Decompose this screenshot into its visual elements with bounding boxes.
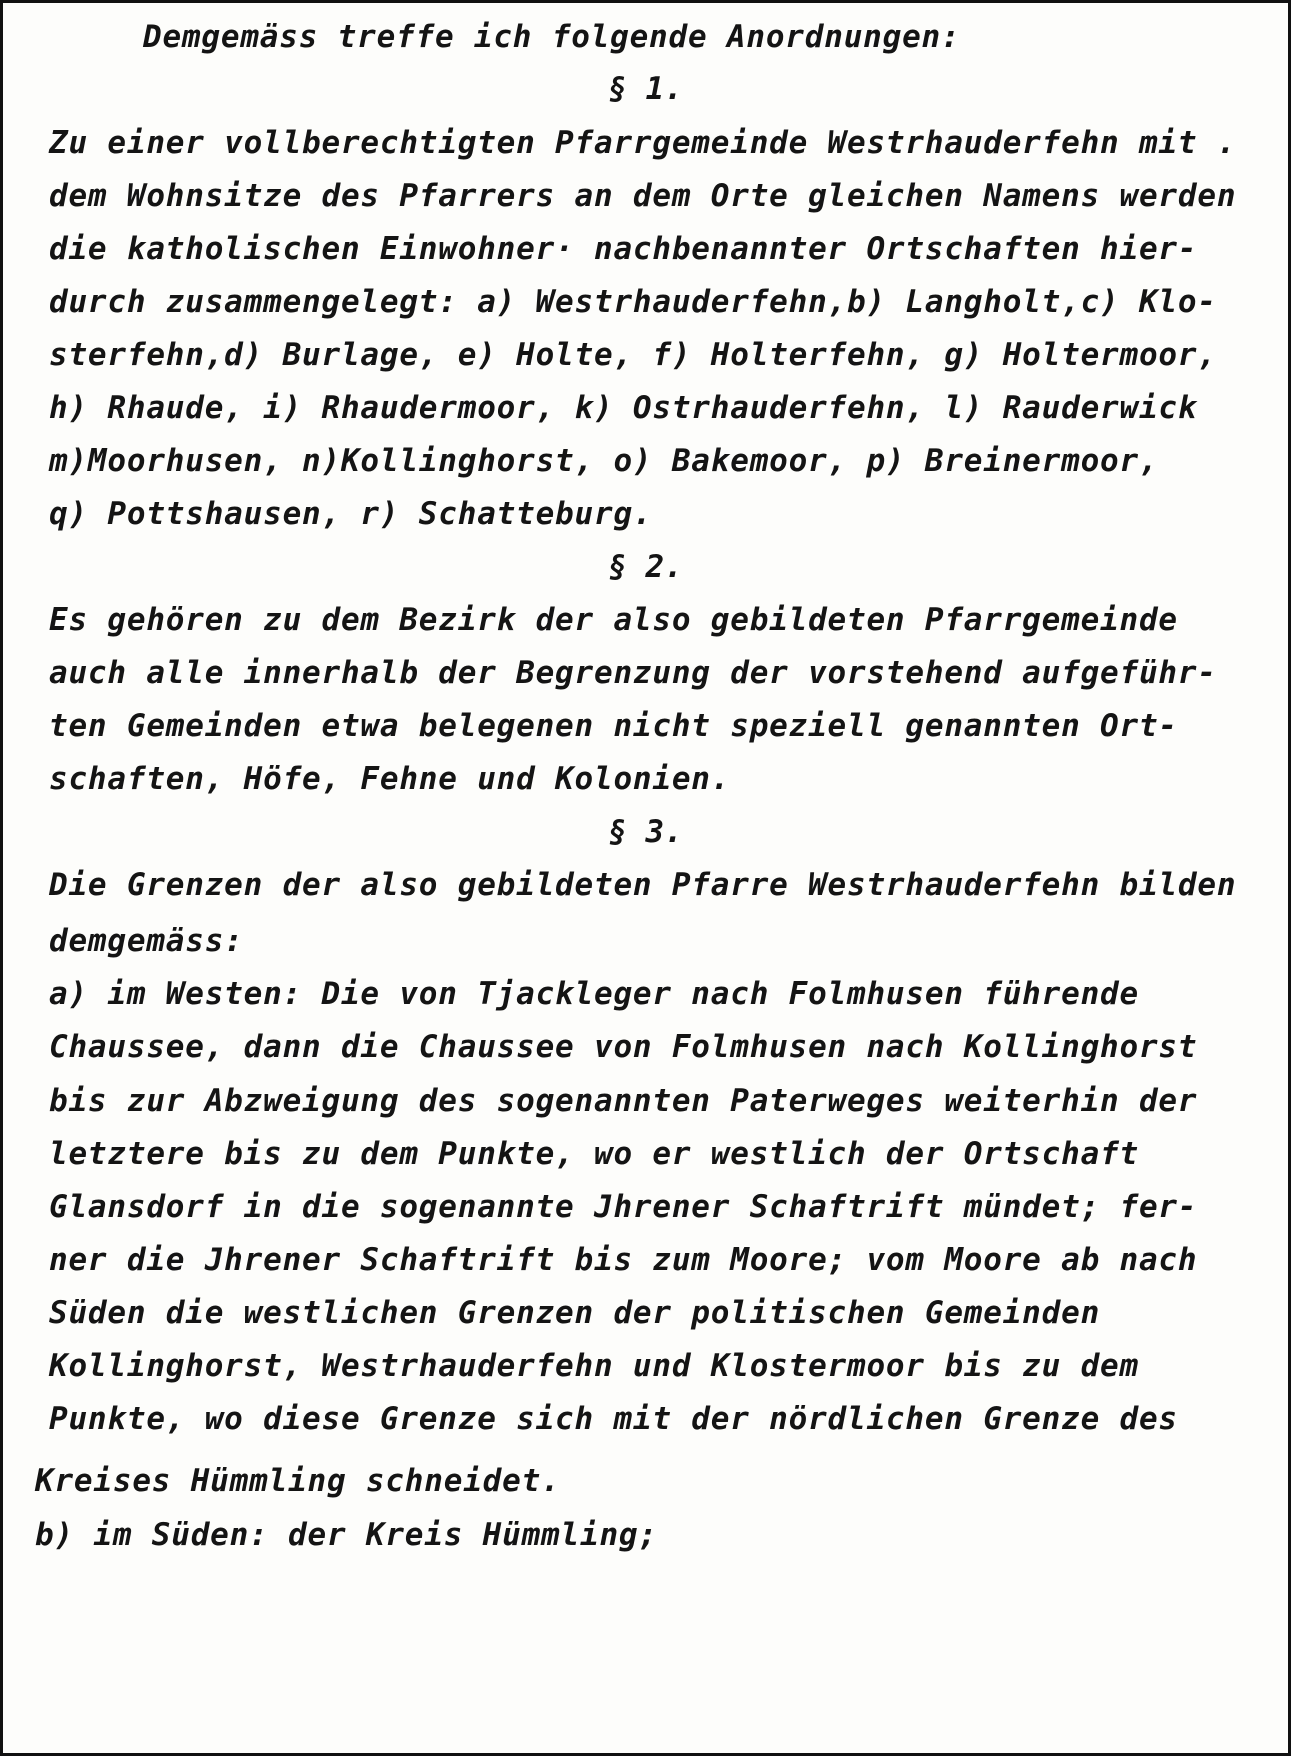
section-3-line-12: Kreises Hümmling schneidet. [35,1463,561,1499]
section-3-line-2: demgemäss: [49,923,244,959]
section-1-line-4: durch zusammengelegt: a) Westrhauderfehn,b) Langholt,c) Klo- [49,284,1217,320]
section-3-line-11: Punkte, wo diese Grenze sich mit der nördlichen Grenze des [49,1401,1178,1437]
section-1-line-5: sterfehn,d) Burlage, e) Holte, f) Holterfehn, g) Holtermoor, [49,337,1217,373]
section-3-line-7: Glansdorf in die sogenannte Jhrener Schaftrift mündet; fer- [49,1189,1198,1225]
section-2-line-4: schaften, Höfe, Fehne und Kolonien. [49,761,731,797]
section-1-line-8: q) Pottshausen, r) Schatteburg. [49,496,653,532]
section-1-line-1: Zu einer vollberechtigten Pfarrgemeinde Westrhauderfehn mit . [49,125,1237,161]
section-1-line-7: m)Moorhusen, n)Kollinghorst, o) Bakemoor, p) Breinermoor, [49,443,1159,479]
section-2-line-2: auch alle innerhalb der Begrenzung der vorstehend aufgeführ- [49,655,1217,691]
section-3-line-4: Chaussee, dann die Chaussee von Folmhusen nach Kollinghorst [49,1029,1198,1065]
section-2-line-1: Es gehören zu dem Bezirk der also gebildeten Pfarrgemeinde [49,602,1178,638]
section-3-line-6: letztere bis zu dem Punkte, wo er westlich der Ortschaft [49,1136,1139,1172]
section-1-heading: § 1. [608,71,683,107]
intro-line: Demgemäss treffe ich folgende Anordnungen: [143,19,961,55]
section-3-line-3: a) im Westen: Die von Tjackleger nach Folmhusen führende [49,976,1139,1012]
section-3-line-5: bis zur Abzweigung des sogenannten Paterweges weiterhin der [49,1083,1198,1119]
section-3-line-8: ner die Jhrener Schaftrift bis zum Moore; vom Moore ab nach [49,1242,1198,1278]
section-3-line-13: b) im Süden: der Kreis Hümmling; [35,1517,658,1553]
section-3-line-10: Kollinghorst, Westrhauderfehn und Klostermoor bis zu dem [49,1348,1139,1384]
section-1-line-6: h) Rhaude, i) Rhaudermoor, k) Ostrhauderfehn, l) Rauderwick [49,390,1198,426]
section-1-line-2: dem Wohnsitze des Pfarrers an dem Orte gleichen Namens werden [49,178,1237,214]
section-2-line-3: ten Gemeinden etwa belegenen nicht speziell genannten Ort- [49,708,1178,744]
section-1-line-3: die katholischen Einwohner· nachbenannter Ortschaften hier- [49,231,1198,267]
section-3-line-1: Die Grenzen der also gebildeten Pfarre Westrhauderfehn bilden [49,867,1237,903]
section-3-line-9: Süden die westlichen Grenzen der politischen Gemeinden [49,1295,1101,1331]
section-3-heading: § 3. [608,814,683,850]
section-2-heading: § 2. [608,549,683,585]
